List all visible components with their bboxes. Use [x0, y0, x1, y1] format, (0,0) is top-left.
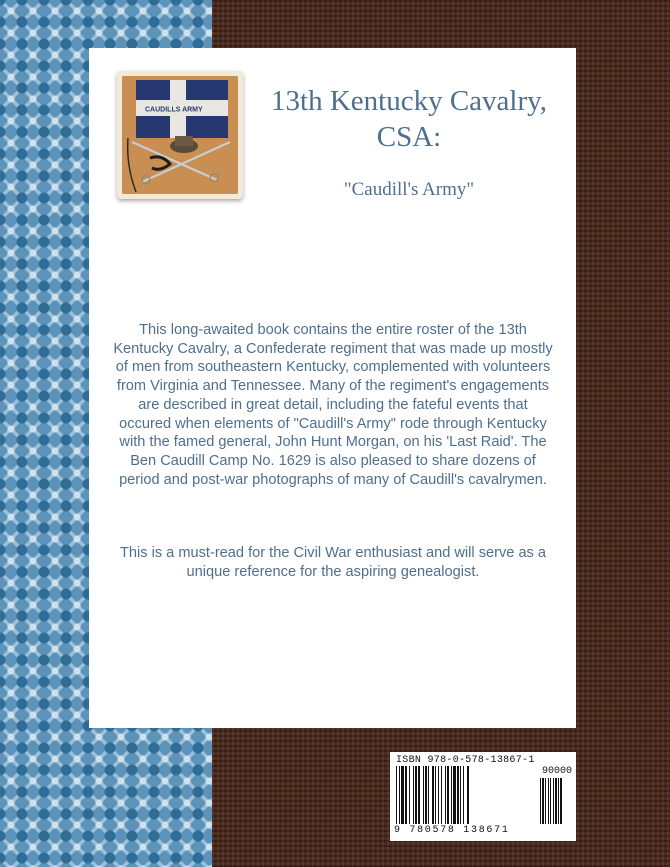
flag-and-sabres-image: [122, 76, 238, 194]
barcode-digits: 9 780578 138671: [394, 825, 510, 836]
title-line-1: 13th Kentucky Cavalry,: [271, 85, 547, 117]
barcode-bars: [394, 766, 574, 826]
title-line-2: CSA:: [376, 121, 442, 153]
flag-photo: [117, 71, 243, 199]
book-title: [249, 83, 569, 155]
description-paragraph: This long-awaited book contains the entire roster of the 13th Kentucky Cavalry, a Confederate regiment that was made up mostly of men from southeastern Kentucky, complemented with volunteers from Virginia and Tennessee. Many of the regiment's engagements are described in great detail, including the fateful events that occured when elements of "Caudill's Army" rode through Kentucky with the famed general, John Hunt Morgan, on his 'Last Raid'. The Ben Caudill Camp No. 1629 is also pleased to share dozens of period and post-war photographs of many of Caudill's cavalrymen.: [113, 322, 553, 488]
content-panel: [89, 48, 576, 728]
book-subtitle: "Caudill's Army": [343, 179, 475, 200]
isbn-text: ISBN 978-0-578-13867-1: [396, 755, 535, 766]
isbn-barcode: [390, 752, 576, 841]
price-code: 90000: [542, 766, 573, 777]
recommendation-paragraph: This is a must-read for the Civil War enthusiast and will serve as a unique reference for the aspiring genealogist.: [119, 545, 547, 580]
flag-text: CAUDILLS ARMY: [145, 106, 203, 114]
